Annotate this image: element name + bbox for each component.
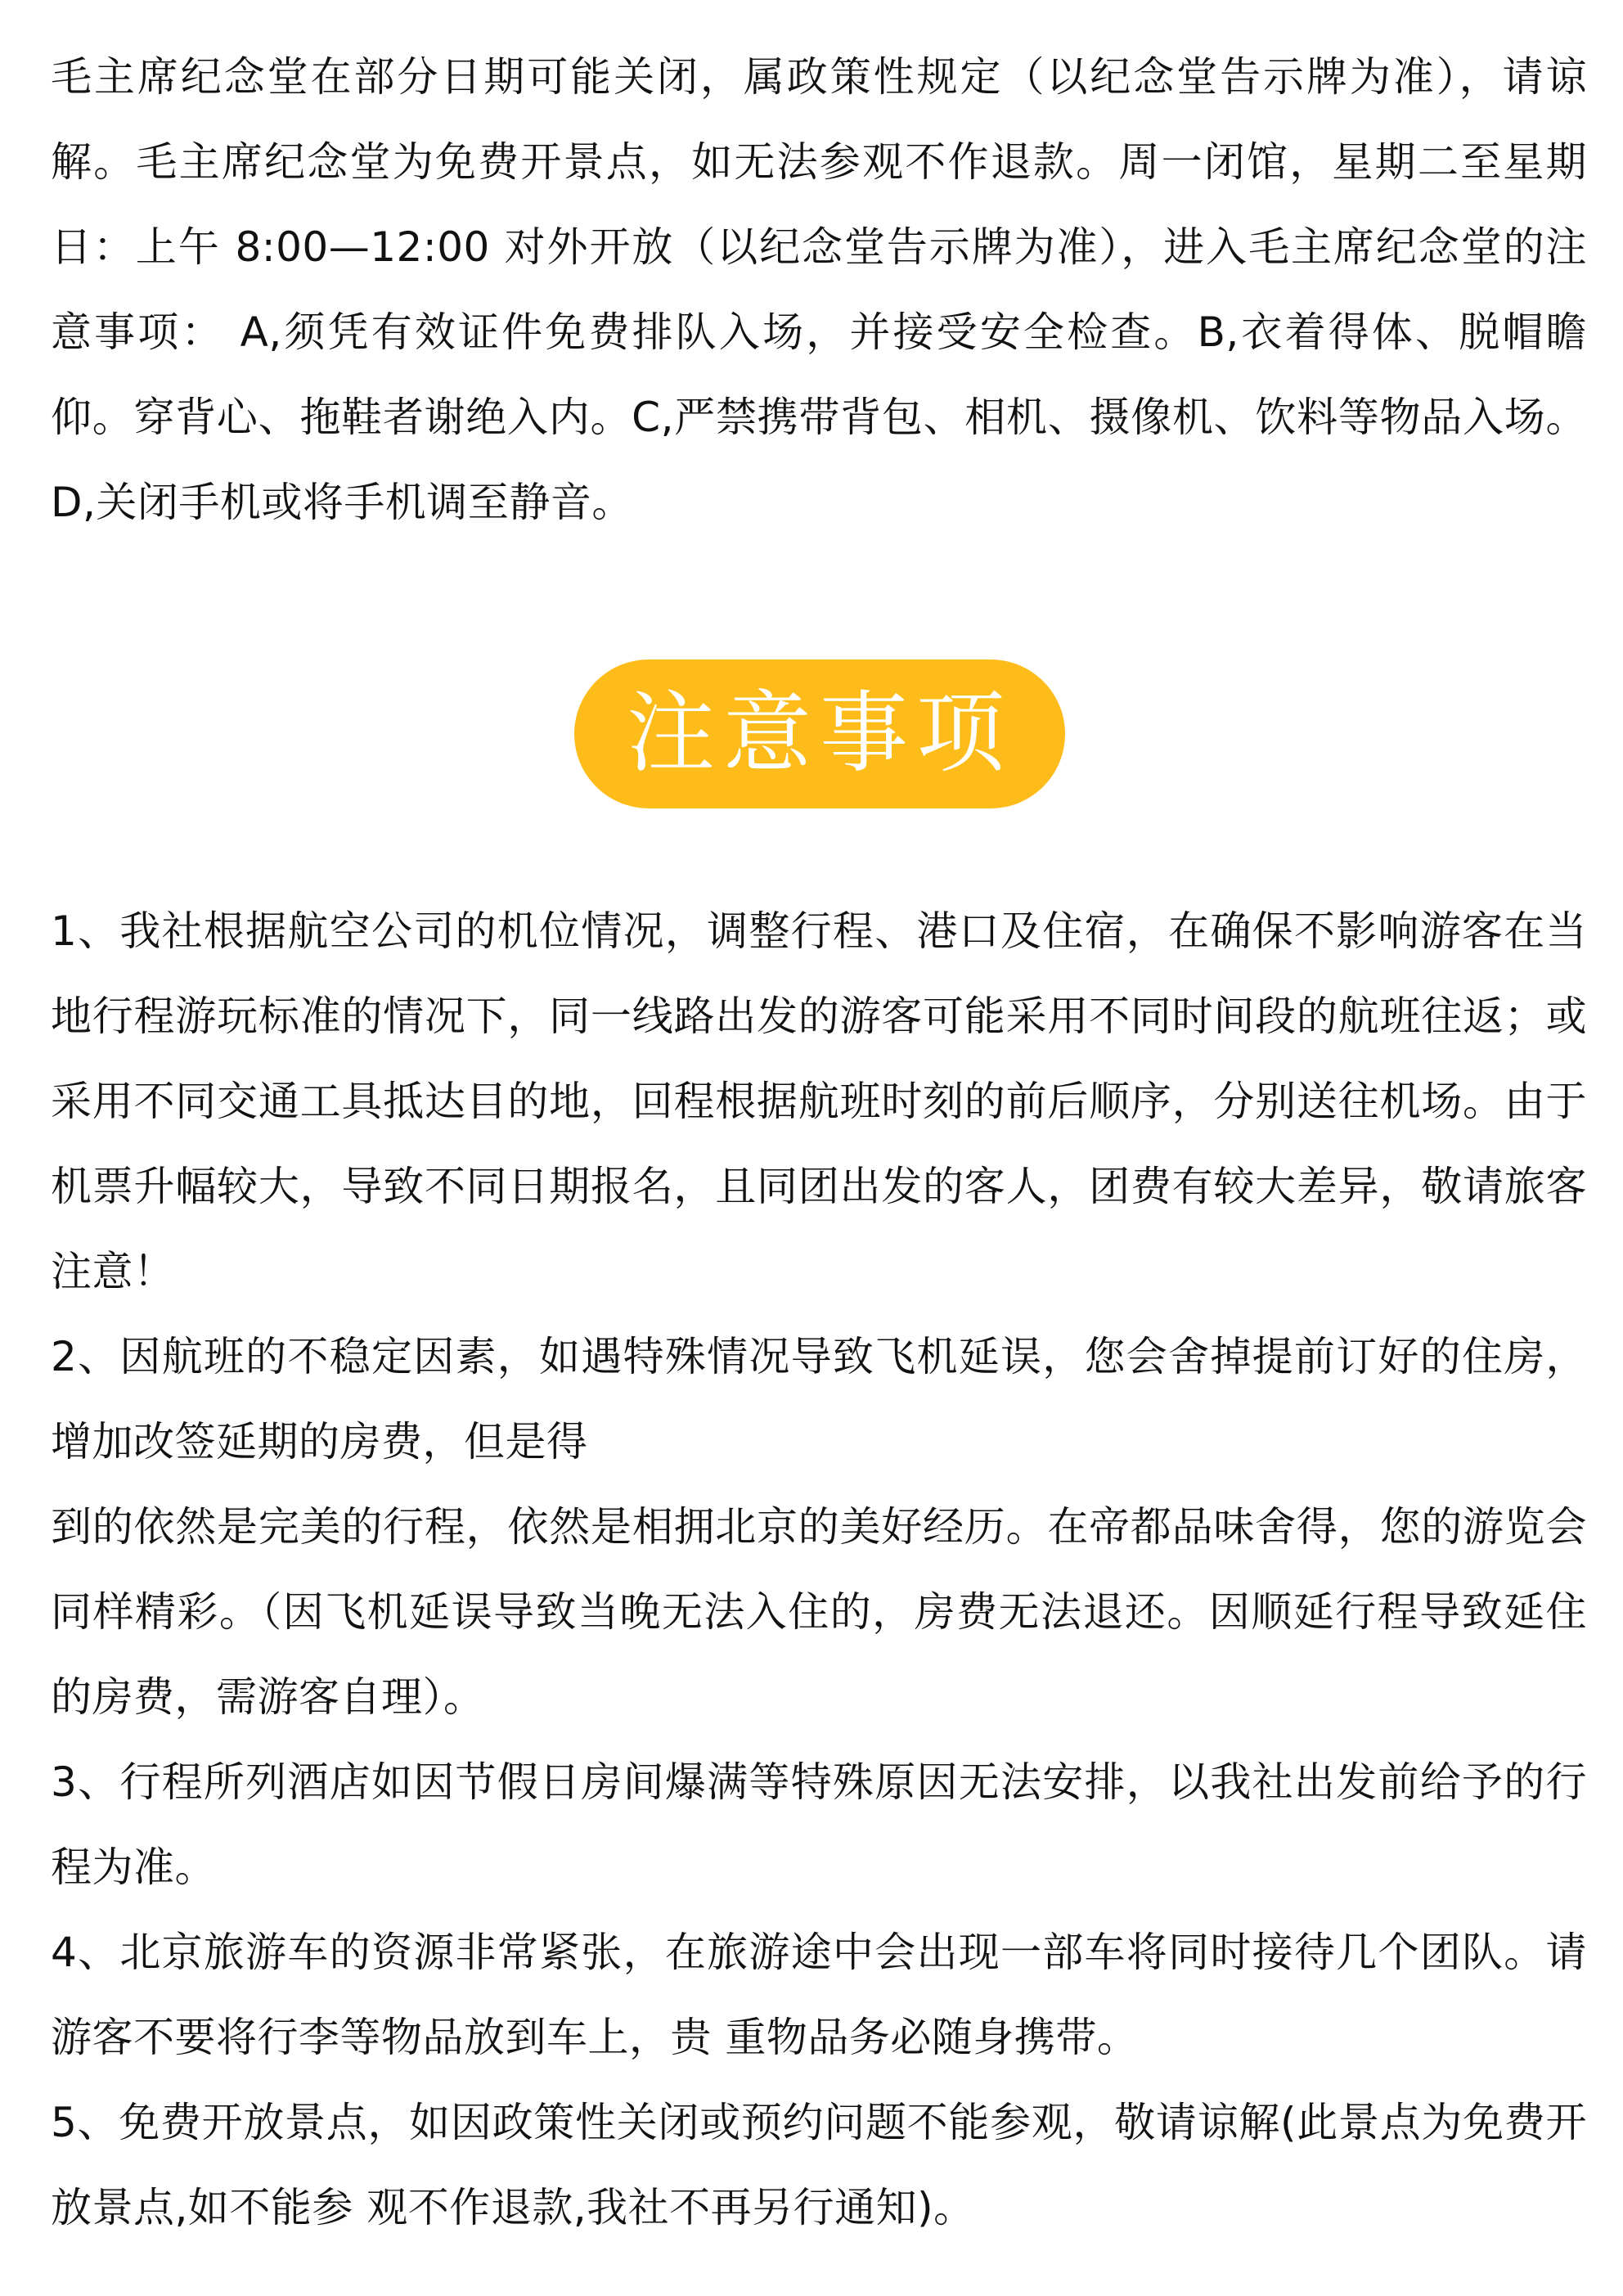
notice-item-4: 4、北京旅游车的资源非常紧张，在旅游途中会出现一部车将同时接待几个团队。请游客不要将行李等物品放到车上，贵 重物品务必随身携带。 bbox=[51, 1929, 1587, 2061]
notice-item-2-continued: 到的依然是完美的行程，依然是相拥北京的美好经历。在帝都品味舍得，您的游览会同样精彩。（因飞机延误导致当晚无法入住的，房费无法退还。因顺延行程导致延住的房费，需游客自理）。 bbox=[51, 1503, 1587, 1721]
notice-banner bbox=[574, 660, 1065, 808]
notice-title: 注意事项 bbox=[626, 682, 1013, 785]
notice-item-1: 1、我社根据航空公司的机位情况，调整行程、港口及住宿，在确保不影响游客在当地行程游玩标准的情况下，同一线路出发的游客可能采用不同时间段的航班往返；或采用不同交通工具抵达目的地，回程根据航班时刻的前后顺序，分别送往机场。由于机票升幅较大，导致不同日期报名，且同团出发的客人，团费有较大差异，敬请旅客注意！ bbox=[51, 907, 1587, 1295]
notice-item-5: 5、免费开放景点，如因政策性关闭或预约问题不能参观，敬请谅解(此景点为免费开放景点,如不能参 观不作退款,我社不再另行通知)。 bbox=[51, 2099, 1587, 2231]
intro-paragraph: 毛主席纪念堂在部分日期可能关闭，属政策性规定（以纪念堂告示牌为准），请谅解。毛主席纪念堂为免费开景点，如无法参观不作退款。周一闭馆，星期二至星期日：上午 8:00—12:00 对外开放（以纪念堂告示牌为准），进入毛主席纪念堂的注意事项： A,须凭有效证件免费排队入场，并接受安全检查。B,衣着得体、脱帽瞻仰。穿背心、拖鞋者谢绝入内。C,严禁携带背包、相机、摄像机、饮料等物品入场。 D,关闭手机或将手机调至静音。 bbox=[51, 53, 1587, 526]
notice-item-2: 2、因航班的不稳定因素，如遇特殊情况导致飞机延误，您会舍掉提前订好的住房，增加改签延期的房费，但是得 bbox=[51, 1333, 1587, 1465]
notices-list bbox=[51, 889, 1587, 2250]
intro-section bbox=[51, 34, 1587, 545]
notice-item-3: 3、行程所列酒店如因节假日房间爆满等特殊原因无法安排，以我社出发前给予的行程为准。 bbox=[51, 1758, 1587, 1891]
